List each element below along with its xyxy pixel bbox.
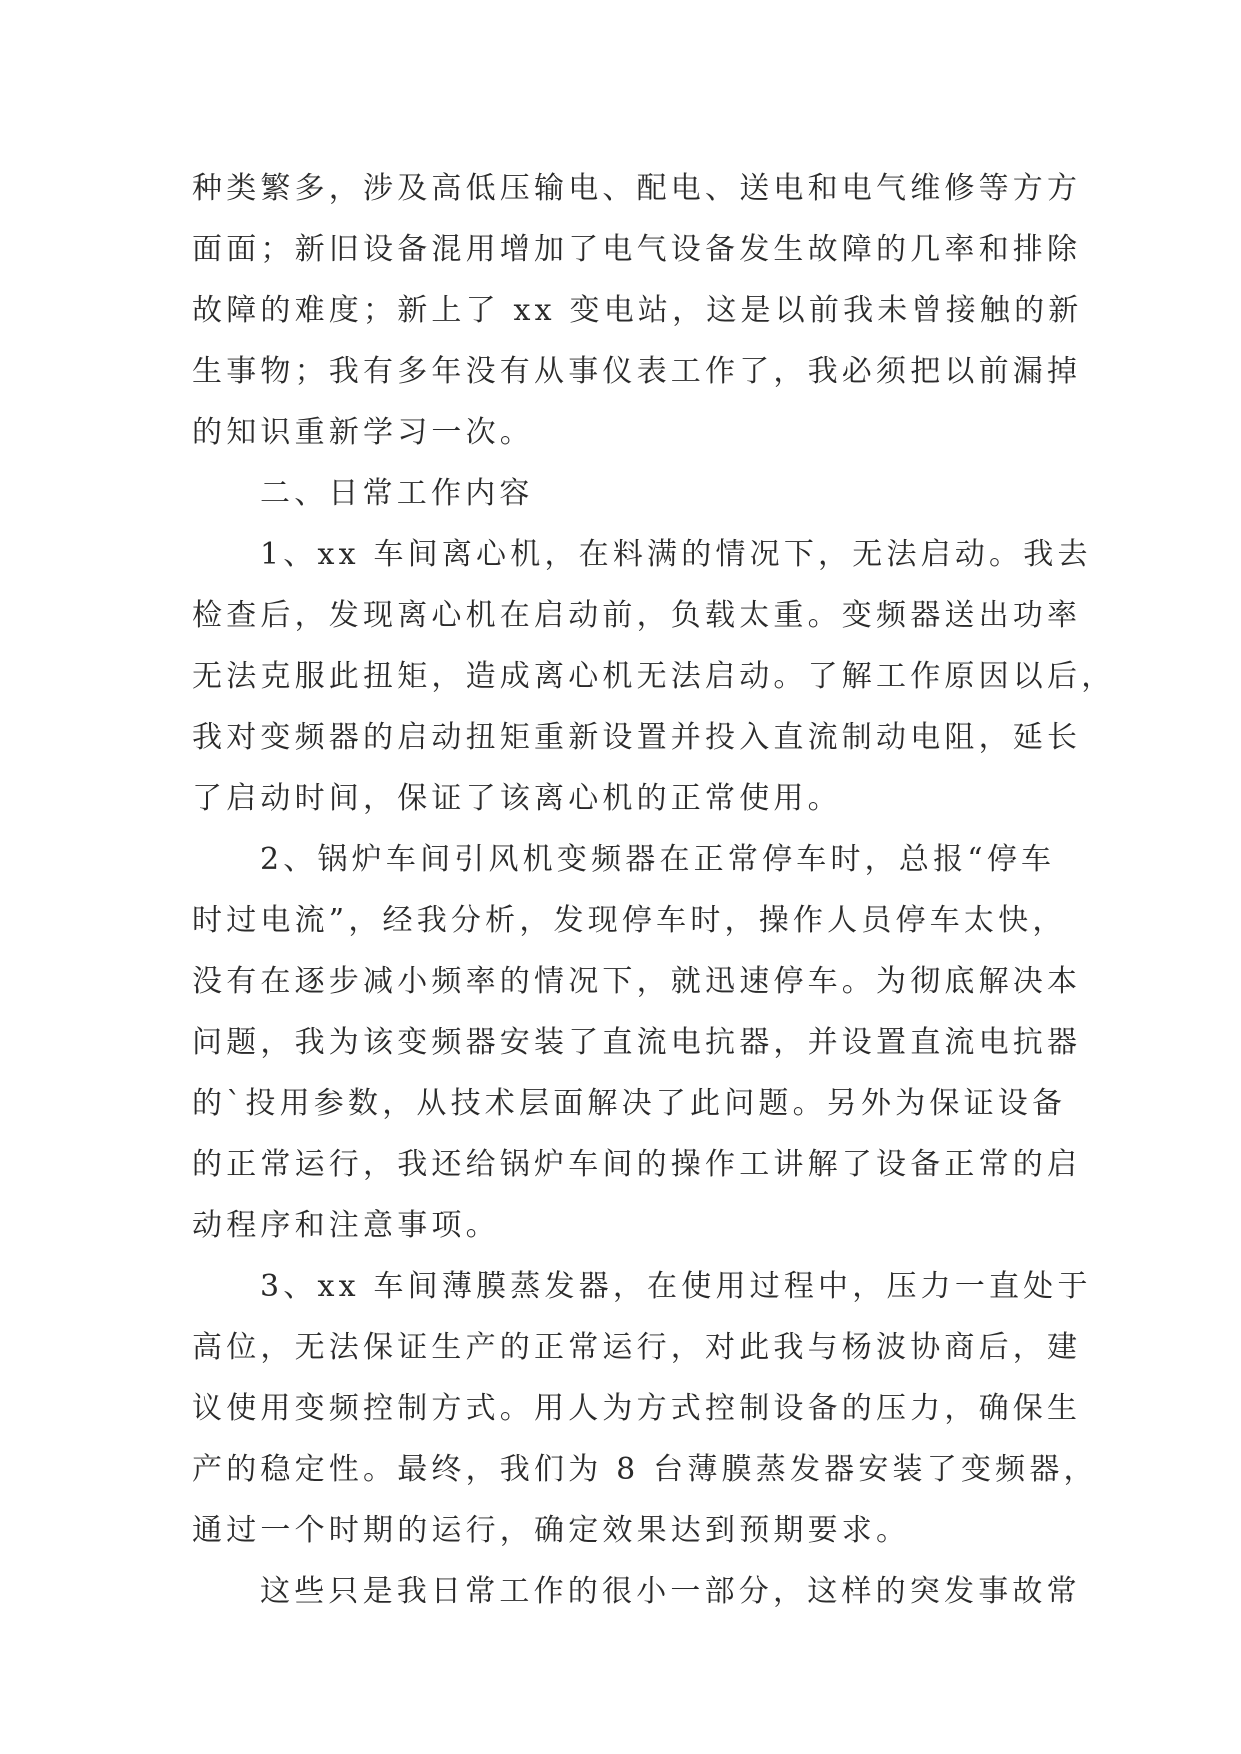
paragraph-start-line: 这些只是我日常工作的很小一部分，这样的突发事故常 xyxy=(260,1574,1081,1609)
body-line: 面面；新旧设备混用增加了电气设备发生故障的几率和排除 xyxy=(192,232,1082,267)
body-line: 的正常运行，我还给锅炉车间的操作工讲解了设备正常的启 xyxy=(192,1147,1082,1182)
body-line: 问题，我为该变频器安装了直流电抗器，并设置直流电抗器 xyxy=(192,1025,1082,1060)
body-line: 我对变频器的启动扭矩重新设置并投入直流制动电阻，延长 xyxy=(192,720,1082,755)
body-line: 无法克服此扭矩，造成离心机无法启动。了解工作原因以后， xyxy=(192,659,1116,694)
body-line: 高位，无法保证生产的正常运行，对此我与杨波协商后，建 xyxy=(192,1330,1082,1365)
body-line: 的知识重新学习一次。 xyxy=(192,415,534,450)
body-line: 了启动时间，保证了该离心机的正常使用。 xyxy=(192,781,842,816)
body-line: 检查后，发现离心机在启动前，负载太重。变频器送出功率 xyxy=(192,598,1082,633)
paragraph-start-line: 2、锅炉车间引风机变频器在正常停车时，总报“停车 xyxy=(260,842,1056,877)
paragraph-start-line: 3、xx 车间薄膜蒸发器，在使用过程中，压力一直处于 xyxy=(260,1269,1092,1304)
body-line: 故障的难度；新上了 xx 变电站，这是以前我未曾接触的新 xyxy=(192,293,1083,328)
body-line: 通过一个时期的运行，确定效果达到预期要求。 xyxy=(192,1513,911,1548)
section-heading: 二、日常工作内容 xyxy=(260,476,534,511)
body-line: 议使用变频控制方式。用人为方式控制设备的压力，确保生 xyxy=(192,1391,1082,1426)
body-line: 的`投用参数，从技术层面解决了此问题。另外为保证设备 xyxy=(192,1086,1067,1121)
body-line: 时过电流”，经我分析，发现停车时，操作人员停车太快， xyxy=(192,903,1067,938)
body-line: 没有在逐步减小频率的情况下，就迅速停车。为彻底解决本 xyxy=(192,964,1082,999)
body-line: 产的稳定性。最终，我们为 8 台薄膜蒸发器安装了变频器， xyxy=(192,1452,1098,1487)
paragraph-start-line: 1、xx 车间离心机，在料满的情况下，无法启动。我去 xyxy=(260,537,1092,572)
body-line: 动程序和注意事项。 xyxy=(192,1208,500,1243)
body-line: 生事物；我有多年没有从事仪表工作了，我必须把以前漏掉 xyxy=(192,354,1082,389)
document-body xyxy=(192,158,1116,1622)
body-line: 种类繁多，涉及高低压输电、配电、送电和电气维修等方方 xyxy=(192,171,1082,206)
